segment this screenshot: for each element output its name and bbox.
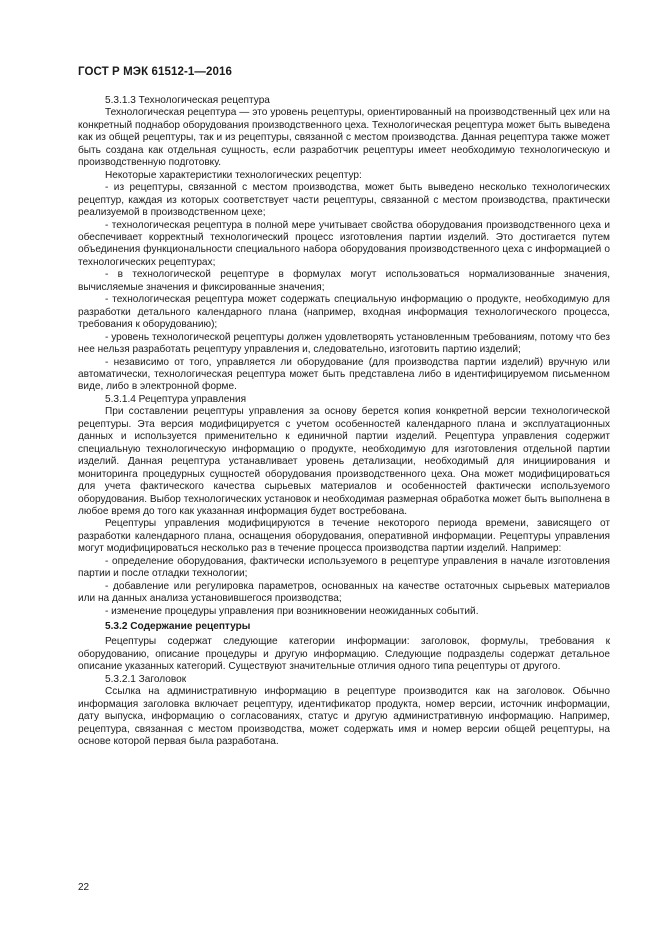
section-heading-5-3-1-3: 5.3.1.3 Технологическая рецептура <box>105 95 270 106</box>
section-heading-5-3-2: 5.3.2 Содержание рецептуры <box>105 621 251 633</box>
page-number: 22 <box>78 882 90 893</box>
paragraph: Рецептуры управления модифицируются в течение некоторого периода времени, зависящего от разработки календарного плана, оснащения оборудования, оперативной информации. Рецептуры управления могут модифицироваться несколько раз в течение процесса производства партии изделий. Например: <box>78 518 610 555</box>
paragraph: Ссылка на административную информацию в рецептуре производится как на заголовок. Обычно информация заголовка включает рецептуру, идентификатор продукта, номер версии, источник информации, дату выпуска, информацию о согласованиях, статус и другую административную информацию. Например, рецептура, связанная с местом производства, может содержать имя и номер версии общей рецептуры, на основе которой первая была разработана. <box>78 686 610 748</box>
paragraph: Технологическая рецептура — это уровень рецептуры, ориентированный на производственный цех или на конкретный поднабор оборудования производственного цеха. Технологическая рецептура может быть выведена как из общей рецептуры, так и из рецептуры, связанной с местом производства. Данная рецептура также может быть создана как отдельная сущность, если разработчик рецептуры имеет необходимую технологическую и производственную подготовку. <box>78 107 610 169</box>
list-item: - независимо от того, управляется ли оборудование (для производства партии изделий) вручную или автоматически, технологическая рецептура может быть представлена либо в идентифицируемом письменном виде, либо в электронной форме. <box>78 356 610 393</box>
section-heading-5-3-1-4: 5.3.1.4 Рецептура управления <box>105 393 247 405</box>
paragraph: При составлении рецептуры управления за основу берется копия конкретной версии технологической рецептуры. Эта версия модифицируется с учетом особенностей календарного плана и эксплуатационных данных и используется применительно к единичной партии изделий. Рецептура управления содержит специальную технологическую информацию о продукте, необходимую для изготовления отдельной партии изделий. Данная рецептура устанавливает уровень детализации, необходимый для инициирования и мониторинга процедурных сущностей оборудования производственного цеха. Она может модифицироваться для учета фактического качества сырьевых материалов и особенностей фактически используемого оборудования. Выбор технологических установок и необходимая размерная обработка может быть выполнена в любое время до того как указанная информация будет востребована. <box>78 406 610 517</box>
paragraph: Некоторые характеристики технологических рецептур: <box>105 169 362 181</box>
list-item: - технологическая рецептура в полной мере учитывает свойства оборудования производственного цеха и обеспечивает корректный технологический процесс изготовления партии изделий. Это достигается путем объединения функциональности специального набора оборудования производственного цеха с информацией о технологических рецептурах; <box>78 219 610 268</box>
list-item: - добавление или регулировка параметров, основанных на качестве остаточных сырьевых материалов или на данных анализа установившегося производства; <box>78 580 610 605</box>
standard-header: ГОСТ Р МЭК 61512-1—2016 <box>78 66 232 78</box>
list-item: - из рецептуры, связанной с местом производства, может быть выведено несколько технологических рецептур, каждая из которых соответствует части рецептуры, связанной с местом производства, практически реализуемой в производственном цехе; <box>78 182 610 219</box>
list-item: - в технологической рецептуре в формулах могут использоваться нормализованные значения, вычисляемые значения и фиксированные значения; <box>78 269 610 293</box>
section-heading-5-3-2-1: 5.3.2.1 Заголовок <box>105 673 187 685</box>
list-item: - определение оборудования, фактически используемого в рецептуре управления в начале изготовления партии и после отладки технологии; <box>78 555 610 580</box>
list-item: - уровень технологической рецептуры должен удовлетворять установленным требованиям, потому что без нее нельзя разработать рецептуру управления и, следовательно, изготовить партию изделий; <box>78 331 610 356</box>
list-item: - технологическая рецептура может содержать специальную информацию о продукте, необходимую для разработки детального календарного плана (например, входная информация технологического процесса, требования к оборудованию); <box>78 294 610 331</box>
paragraph: Рецептуры содержат следующие категории информации: заголовок, формулы, требования к оборудованию, описание процедуры и другую информацию. Следующие подразделы содержат детальное описание указанных категорий. Существуют значительные отличия одного типа рецептуры от другого. <box>78 636 610 673</box>
list-item: - изменение процедуры управления при возникновении неожиданных событий. <box>105 605 479 617</box>
page-body <box>78 95 610 749</box>
